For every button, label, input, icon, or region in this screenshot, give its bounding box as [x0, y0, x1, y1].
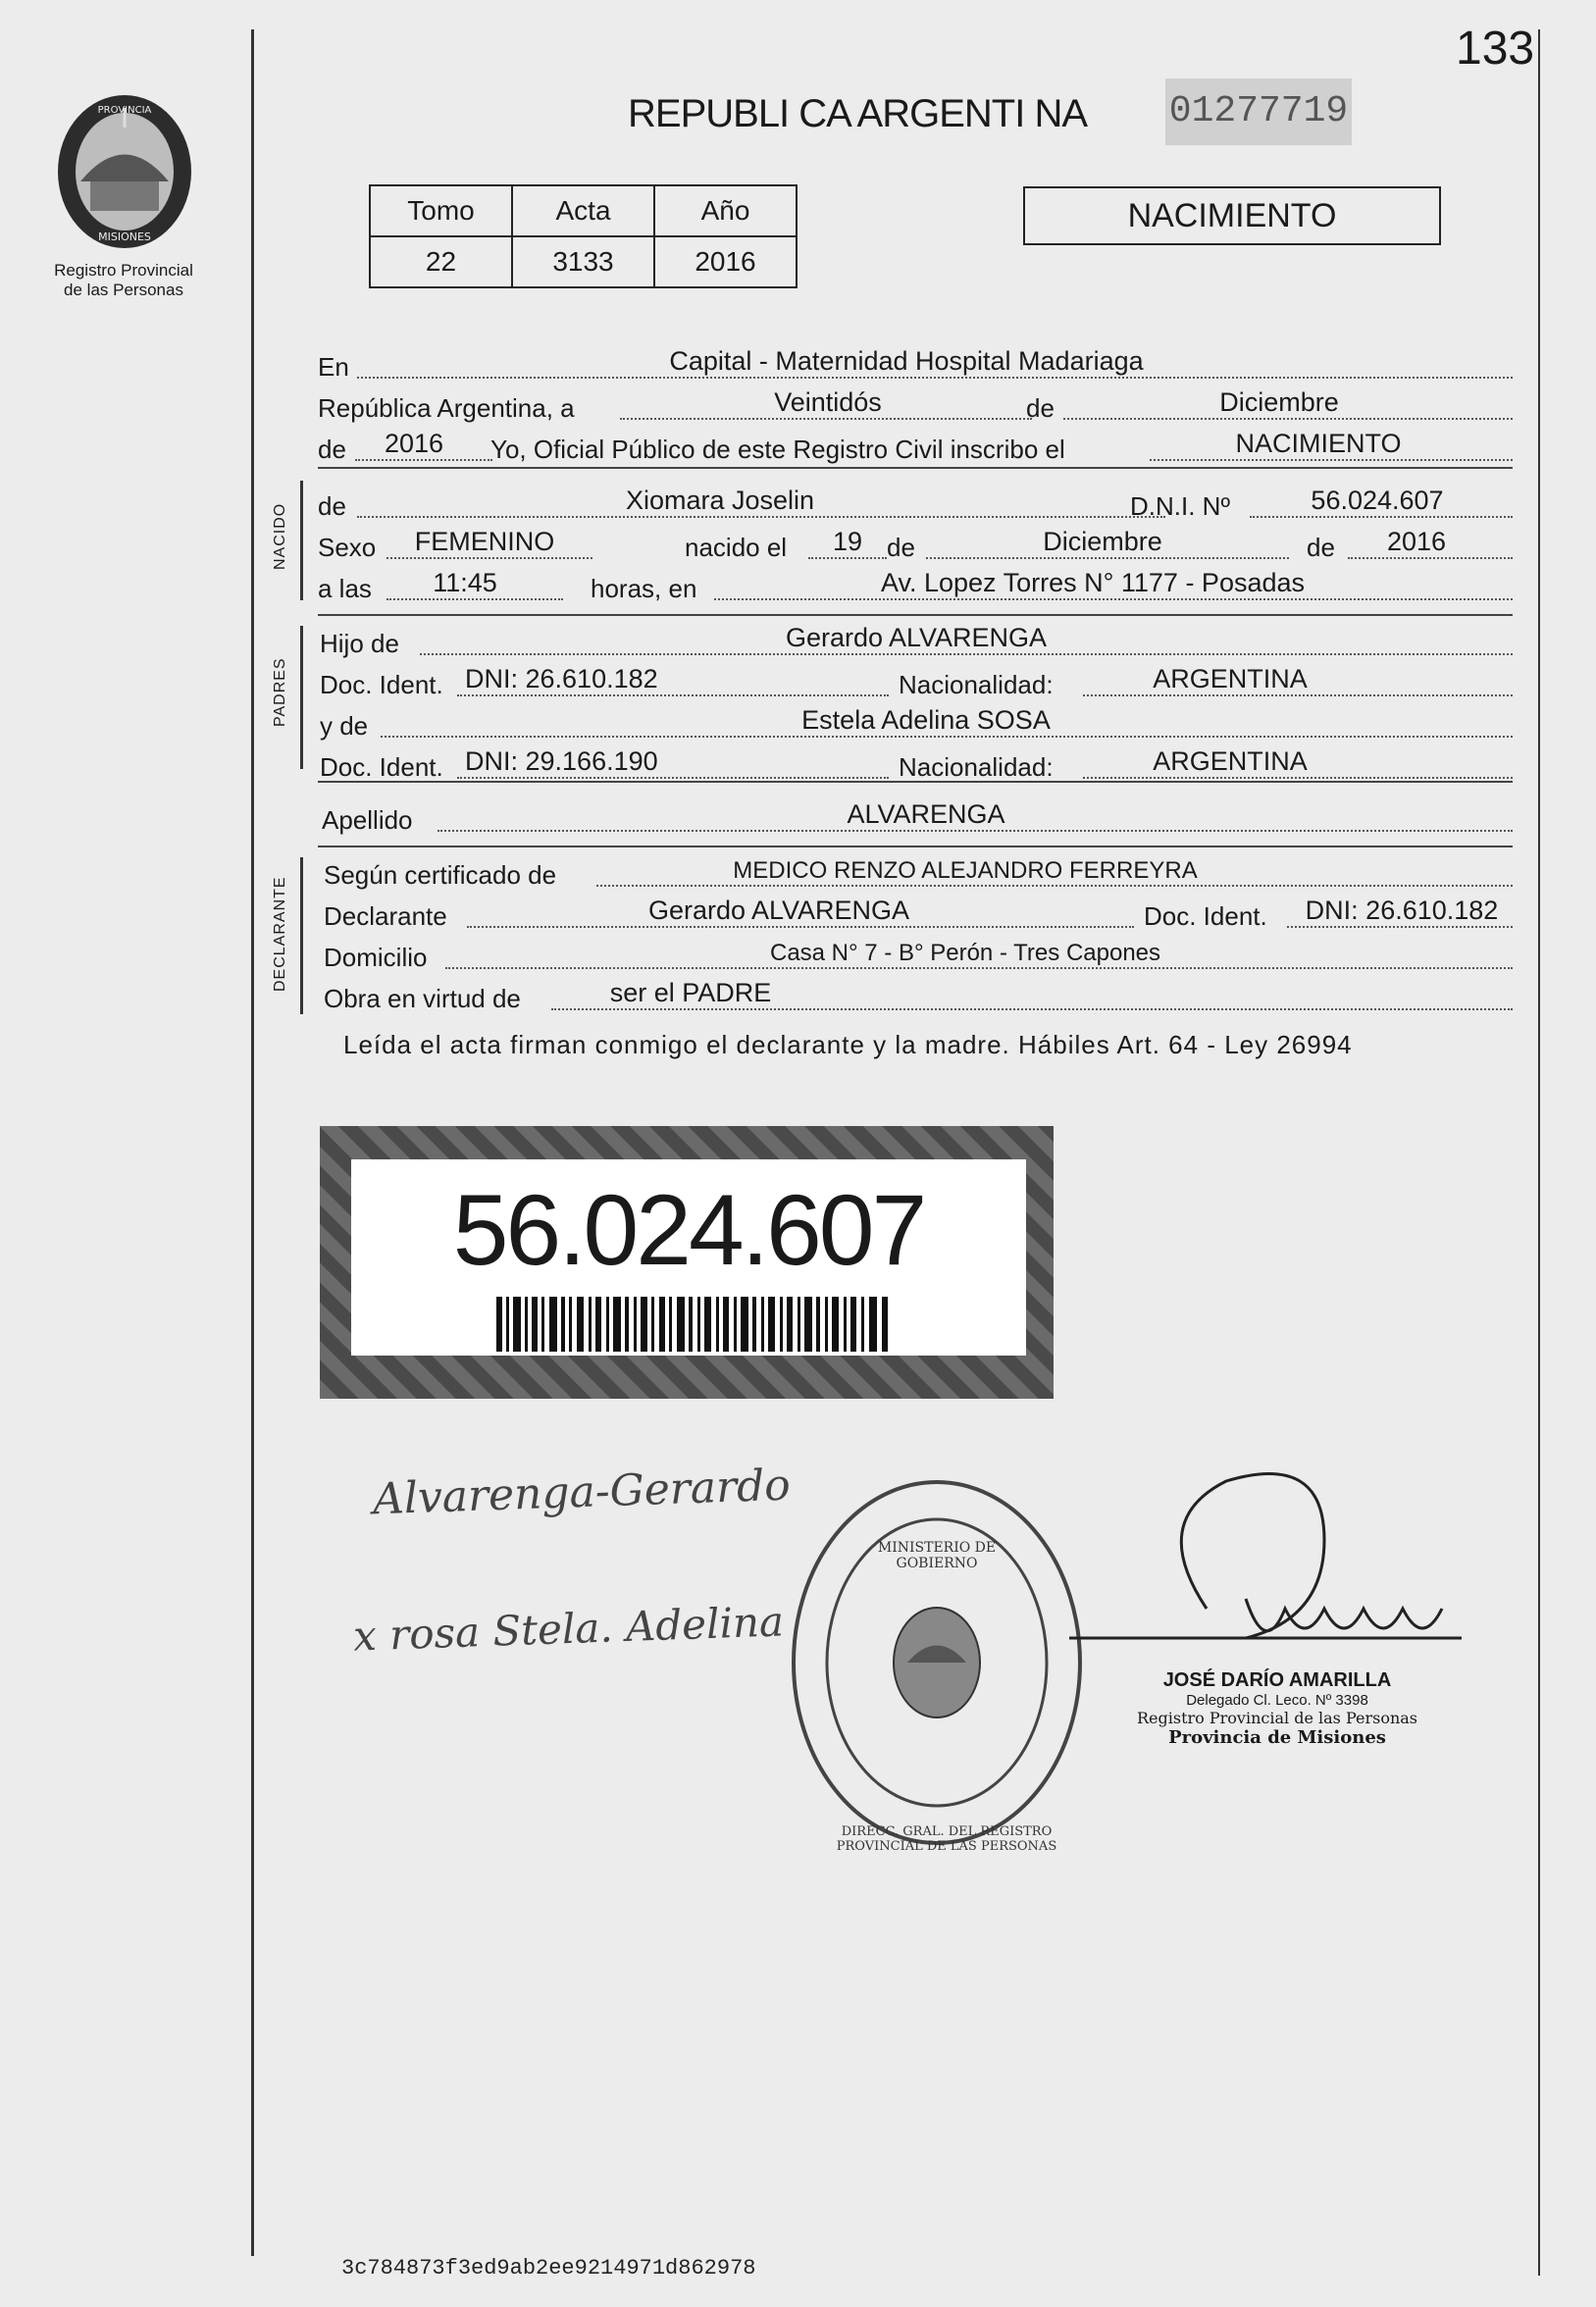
- nacionalidad-label: Nacionalidad:: [899, 670, 1054, 699]
- declarante-section-label: DECLARANTE: [272, 876, 288, 992]
- nacido-bracket: [300, 481, 303, 600]
- declarante-bracket: [300, 857, 303, 1014]
- doc-label: Doc. Ident.: [320, 670, 443, 699]
- ref-header-tomo: Tomo: [370, 185, 512, 236]
- intro-row-year: [318, 426, 1513, 467]
- dotted-line: [1150, 459, 1513, 461]
- decl-row-cert: [318, 851, 1513, 893]
- mother-name: Estela Adelina SOSA: [801, 705, 1051, 735]
- divider: [318, 614, 1513, 616]
- intro-row-place: [318, 343, 1513, 384]
- dni-sticker-number: 56.024.607: [452, 1174, 925, 1286]
- official-province: Provincia de Misiones: [1168, 1727, 1386, 1748]
- closing-note: Leída el acta firman conmigo el declarante y la madre. Hábiles Art. 64 - Ley 26994: [343, 1030, 1353, 1059]
- svg-text:PROVINCIA: PROVINCIA: [97, 105, 152, 116]
- cert-label: Según certificado de: [324, 860, 557, 890]
- sexo-value: FEMENINO: [414, 527, 555, 556]
- decl-row-obra: [318, 975, 1513, 1016]
- signature-mother: x rosa Stela. Adelina: [352, 1597, 785, 1661]
- act-value: NACIMIENTO: [1235, 429, 1402, 458]
- declarant-name: Gerardo ALVARENGA: [647, 896, 910, 925]
- dotted-line: [355, 459, 492, 461]
- en-label: En: [318, 352, 349, 382]
- sexo-label: Sexo: [318, 533, 377, 562]
- nacido-section-label: NACIDO: [272, 502, 288, 570]
- apellido-label: Apellido: [322, 805, 413, 835]
- padres-row-mother: [318, 702, 1513, 743]
- apellido-row: [318, 796, 1513, 838]
- dotted-line: [386, 598, 563, 600]
- day-value: Veintidós: [774, 387, 882, 417]
- serial-number: 01277719: [1165, 78, 1352, 145]
- dotted-line: [438, 830, 1513, 832]
- dotted-line: [445, 967, 1513, 969]
- obra-value: ser el PADRE: [609, 978, 772, 1007]
- official-name: JOSÉ DARÍO AMARILLA: [1162, 1669, 1392, 1691]
- dotted-line: [551, 1008, 1513, 1010]
- domicile-value: Casa N° 7 - B° Perón - Tres Capones: [769, 940, 1161, 966]
- padres-section-label: PADRES: [272, 657, 288, 727]
- stamp-inner-text: MINISTERIO DE GOBIERNO: [877, 1540, 997, 1571]
- ref-value-anio: 2016: [654, 236, 797, 287]
- birth-month: Diciembre: [1043, 527, 1162, 556]
- misiones-shield-icon: [51, 88, 198, 255]
- dotted-line: [386, 557, 592, 559]
- dotted-line: [1063, 418, 1513, 420]
- nacido-label: nacido el: [685, 533, 788, 562]
- dotted-line: [1083, 777, 1513, 779]
- de-label2: de: [887, 533, 915, 562]
- father-doc: DNI: 26.610.182: [465, 664, 658, 693]
- obra-label: Obra en virtud de: [324, 984, 521, 1013]
- right-margin-line: [1538, 29, 1540, 2276]
- year-value: 2016: [384, 429, 444, 458]
- dotted-line: [457, 694, 889, 696]
- dotted-line: [926, 557, 1289, 559]
- dotted-line: [1250, 516, 1513, 518]
- dotted-line: [381, 736, 1513, 738]
- logo-caption-line1: Registro Provincial: [54, 261, 193, 280]
- divider: [318, 467, 1513, 469]
- dotted-line: [1348, 557, 1513, 559]
- domicilio-label: Domicilio: [324, 943, 428, 972]
- cert-value: MEDICO RENZO ALEJANDRO FERREYRA: [733, 857, 1198, 884]
- republic-label: República Argentina, a: [318, 393, 575, 423]
- declarante-label: Declarante: [324, 901, 447, 931]
- place-value: Capital - Maternidad Hospital Madariaga: [669, 346, 1144, 376]
- logo-caption: [26, 261, 222, 300]
- father-name: Gerardo ALVARENGA: [785, 623, 1048, 652]
- nacido-row-name: [318, 483, 1513, 524]
- dotted-line: [620, 418, 1032, 420]
- dotted-line: [808, 557, 887, 559]
- dotted-line: [1083, 694, 1513, 696]
- a-las-label: a las: [318, 574, 372, 603]
- ref-header-anio: Año: [654, 185, 797, 236]
- dni-sticker-panel: [351, 1159, 1026, 1356]
- mother-doc: DNI: 29.166.190: [465, 746, 658, 776]
- nacionalidad-label: Nacionalidad:: [899, 752, 1054, 782]
- padres-bracket: [300, 626, 303, 769]
- document-hash: 3c784873f3ed9ab2ee9214971d862978: [341, 2256, 756, 2281]
- de-label: de: [1026, 393, 1055, 423]
- divider: [318, 781, 1513, 783]
- barcode-icon: [496, 1297, 889, 1352]
- intro-row-date: [318, 384, 1513, 426]
- dotted-line: [467, 926, 1134, 928]
- nacido-row-sex: [318, 524, 1513, 565]
- decl-row-domicile: [318, 934, 1513, 975]
- padres-row-mother-doc: [318, 743, 1513, 785]
- left-margin-line: [251, 29, 254, 2256]
- official-title: Delegado Cl. Leco. Nº 3398: [1186, 1692, 1368, 1709]
- dni-sticker: [320, 1126, 1054, 1399]
- birth-time: 11:45: [433, 568, 497, 597]
- apellido-value: ALVARENGA: [847, 799, 1005, 829]
- nacido-row-time: [318, 565, 1513, 606]
- y-de-label: y de: [320, 711, 369, 741]
- dotted-line: [714, 598, 1513, 600]
- logo-caption-line2: de las Personas: [64, 281, 183, 299]
- dotted-line: [420, 653, 1513, 655]
- svg-text:MISIONES: MISIONES: [98, 231, 151, 243]
- page-number: 133: [1456, 23, 1535, 75]
- declarant-doc: DNI: 26.610.182: [1305, 896, 1499, 925]
- dotted-line: [357, 516, 1165, 518]
- padres-row-father: [318, 620, 1513, 661]
- decl-row-declarant: [318, 893, 1513, 934]
- birth-address: Av. Lopez Torres N° 1177 - Posadas: [880, 568, 1306, 597]
- dotted-line: [457, 777, 889, 779]
- child-name: Xiomara Joselin: [625, 486, 815, 515]
- stamp-ring-text: DIRECC. GRAL. DEL REGISTRO PROVINCIAL DE LAS PERSONAS: [836, 1824, 1057, 1854]
- month-value: Diciembre: [1219, 387, 1339, 417]
- father-nationality: ARGENTINA: [1153, 664, 1308, 693]
- official-block: [1091, 1669, 1464, 1748]
- child-dni: 56.024.607: [1311, 486, 1444, 515]
- document-title: REPUBLI CA ARGENTI NA: [628, 92, 1088, 135]
- divider: [318, 846, 1513, 847]
- document-type: NACIMIENTO: [1023, 186, 1441, 245]
- ref-header-acta: Acta: [512, 185, 654, 236]
- padres-row-father-doc: [318, 661, 1513, 702]
- birth-day: 19: [832, 527, 863, 556]
- doc-label: Doc. Ident.: [320, 752, 443, 782]
- dni-label: D.N.I. Nº: [1130, 491, 1230, 521]
- statement-text: Yo, Oficial Público de este Registro Civil inscribo el: [490, 435, 1065, 464]
- official-registry: Registro Provincial de las Personas: [1136, 1709, 1418, 1727]
- hijo-label: Hijo de: [320, 629, 399, 658]
- dotted-line: [596, 885, 1513, 887]
- ref-value-acta: 3133: [512, 236, 654, 287]
- de-label3: de: [1307, 533, 1335, 562]
- signature-father: Alvarenga-Gerardo: [372, 1460, 792, 1525]
- doc-label: Doc. Ident.: [1144, 901, 1267, 931]
- ref-value-tomo: 22: [370, 236, 512, 287]
- dotted-line: [357, 377, 1513, 379]
- horas-label: horas, en: [591, 574, 697, 603]
- de-label: de: [318, 491, 346, 521]
- mother-nationality: ARGENTINA: [1153, 746, 1308, 776]
- reference-table: [369, 184, 798, 288]
- birth-year: 2016: [1386, 527, 1447, 556]
- de2-label: de: [318, 435, 346, 464]
- dotted-line: [1287, 926, 1513, 928]
